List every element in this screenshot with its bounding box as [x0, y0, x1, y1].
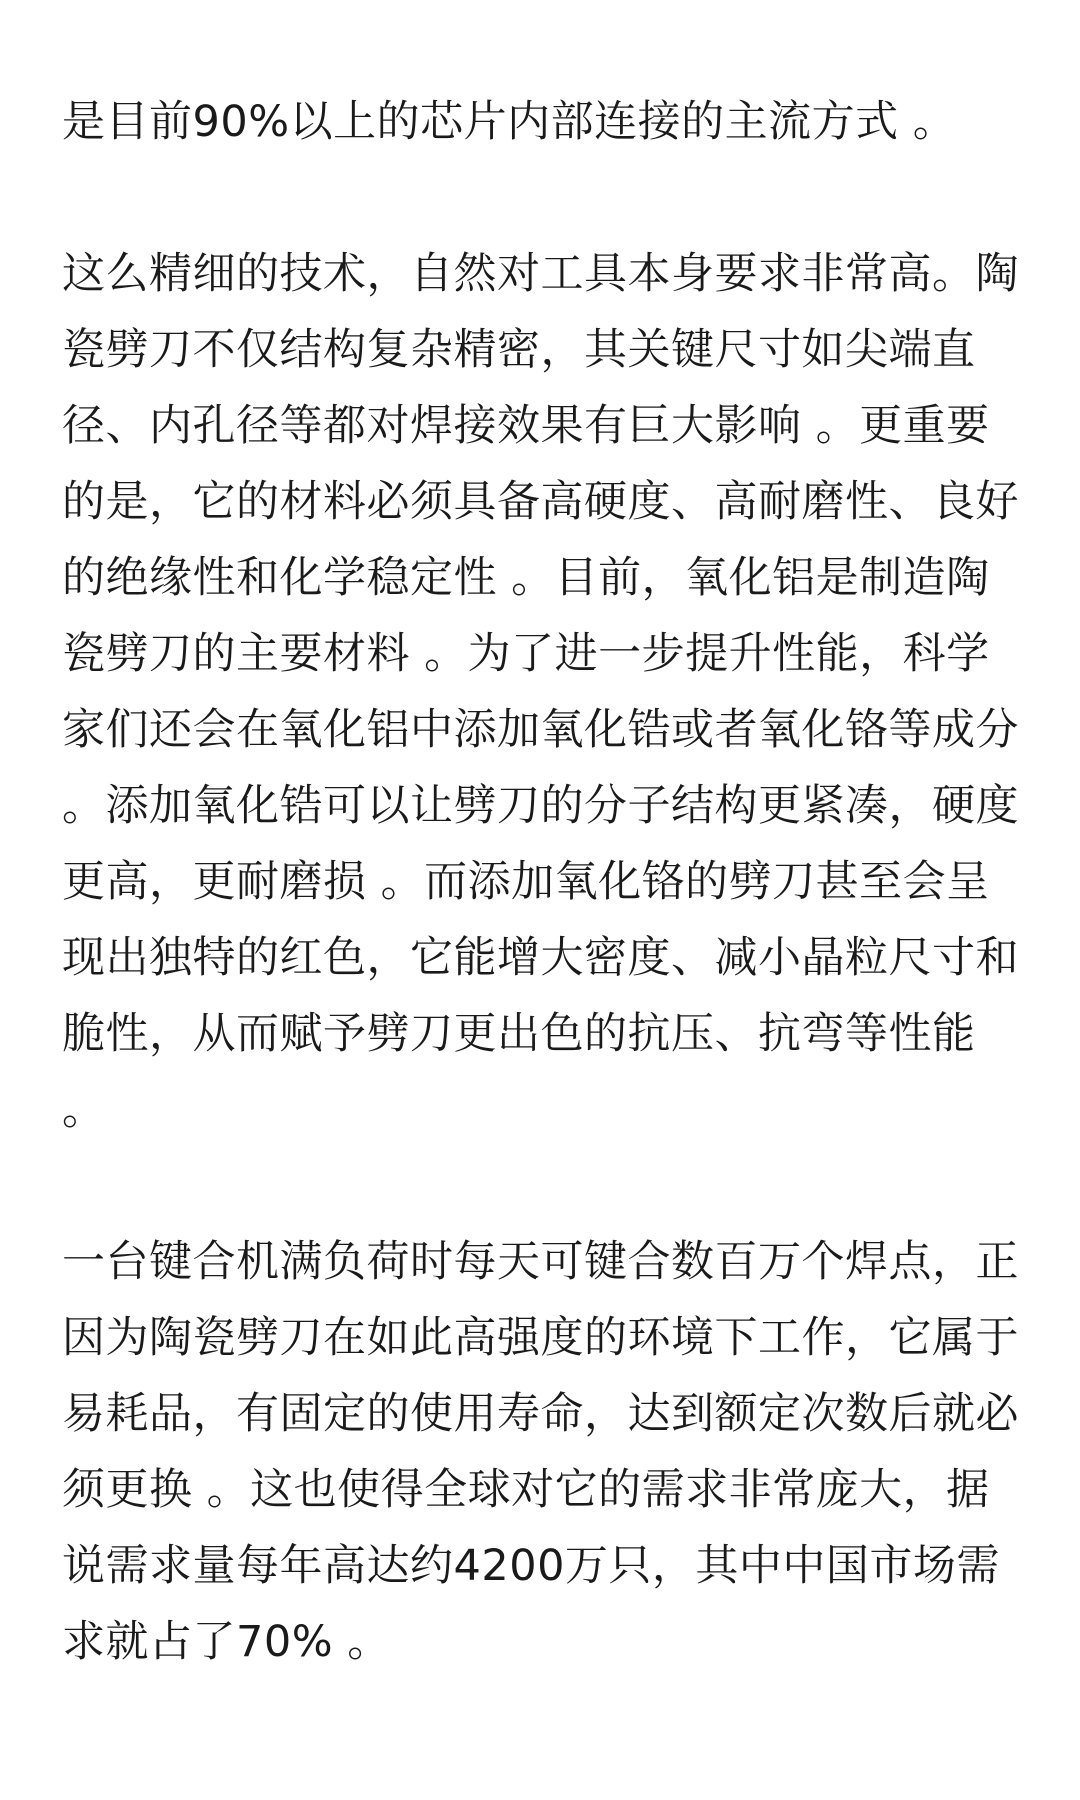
text-line: 更高，更耐磨损 。而添加氧化铬的劈刀甚至会呈: [62, 857, 990, 907]
text-line: 脆性，从而赋予劈刀更出色的抗压、抗弯等性能: [62, 1009, 976, 1059]
text-line: 这么精细的技术，自然对工具本身要求非常高。陶: [62, 249, 1019, 299]
text-line: 。: [62, 1085, 106, 1135]
paragraph-demand: [62, 1224, 1018, 1680]
paragraph-intro: [62, 84, 1018, 160]
text-line: 一台键合机满负荷时每天可键合数百万个焊点，正: [62, 1237, 1019, 1287]
paragraph-gap: [62, 1148, 1018, 1224]
text-line: 因为陶瓷劈刀在如此高强度的环境下工作，它属于: [62, 1313, 1019, 1363]
text-line: 说需求量每年高达约4200万只，其中中国市场需: [62, 1541, 1000, 1591]
paragraph-gap: [62, 160, 1018, 236]
text-line: 瓷劈刀的主要材料 。为了进一步提升性能，科学: [62, 629, 990, 679]
text-line: 瓷劈刀不仅结构复杂精密，其关键尺寸如尖端直: [62, 325, 976, 375]
text-line: 须更换 。这也使得全球对它的需求非常庞大，据: [62, 1465, 990, 1515]
text-line: 易耗品，有固定的使用寿命，达到额定次数后就必: [62, 1389, 1019, 1439]
text-line: 的绝缘性和化学稳定性 。目前，氧化铝是制造陶: [62, 553, 990, 603]
text-line: 现出独特的红色，它能增大密度、减小晶粒尺寸和: [62, 933, 1019, 983]
paragraph-ceramic-capillary: [62, 236, 1018, 1148]
text-line: 求就占了70% 。: [62, 1617, 391, 1667]
text-line: 。添加氧化锆可以让劈刀的分子结构更紧凑，硬度: [62, 781, 1019, 831]
text-line: 家们还会在氧化铝中添加氧化锆或者氧化铬等成分: [62, 705, 1019, 755]
text-line: 径、内孔径等都对焊接效果有巨大影响 。更重要: [62, 401, 990, 451]
text-line: 是目前90%以上的芯片内部连接的主流方式 。: [62, 97, 957, 147]
text-line: 的是，它的材料必须具备高硬度、高耐磨性、良好: [62, 477, 1019, 527]
